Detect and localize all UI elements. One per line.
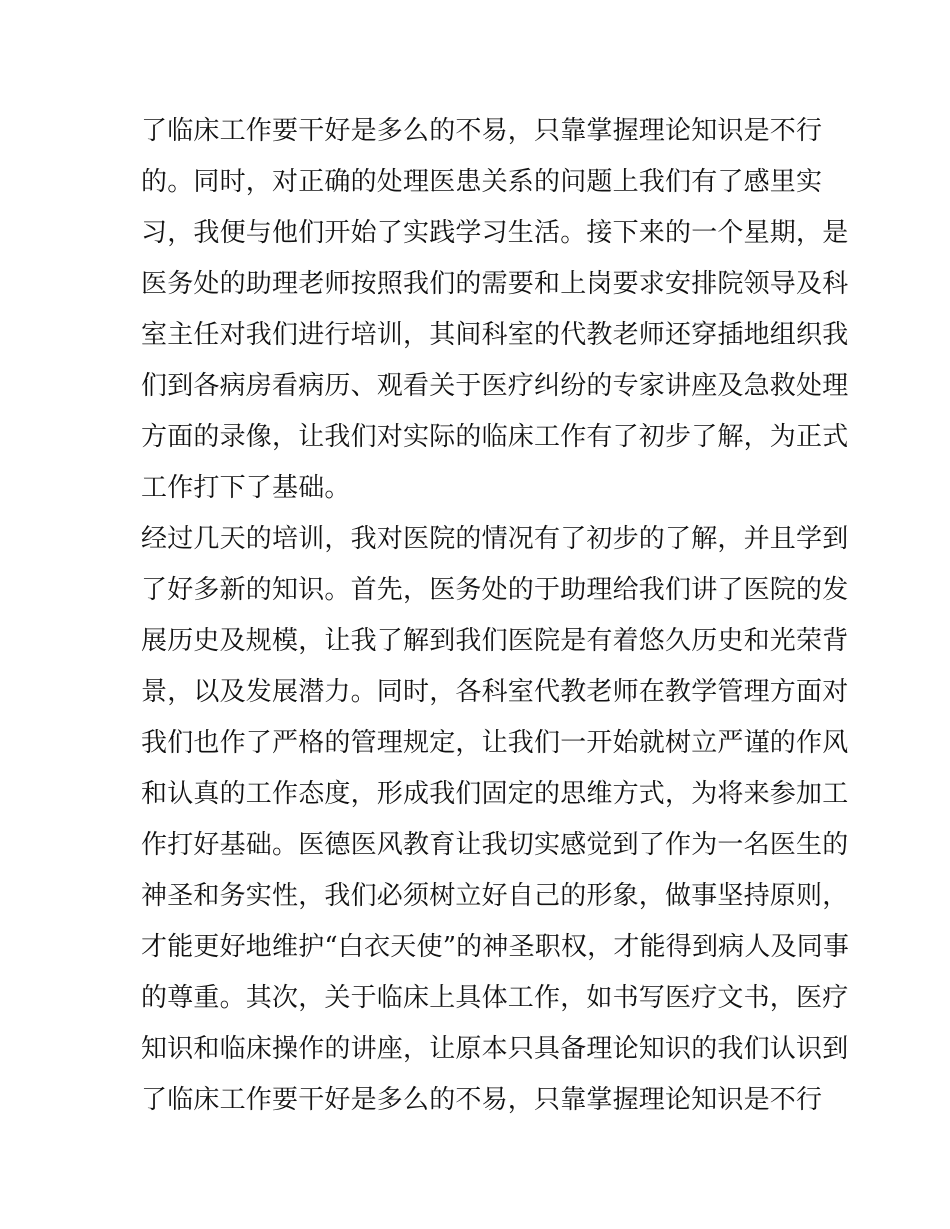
text-line: 经过几天的培训，我对医院的情况有了初步的了解，并且学到 (141, 524, 849, 554)
text-line: 室主任对我们进行培训，其间科室的代教老师还穿插地组织我 (141, 320, 849, 350)
text-line: 我们也作了严格的管理规定，让我们一开始就树立严谨的作风 (141, 728, 849, 758)
text-line: 才能更好地维护“白衣天使”的神圣职权，才能得到病人及同事 (141, 932, 850, 962)
text-line: 们到各病房看病历、观看关于医疗纠纷的专家讲座及急救处理 (141, 371, 849, 401)
text-line: 习，我便与他们开始了实践学习生活。接下来的一个星期，是 (141, 218, 849, 248)
document-body (141, 106, 850, 1126)
text-line: 工作打下了基础。 (141, 473, 351, 503)
text-line: 景，以及发展潜力。同时，各科室代教老师在教学管理方面对 (141, 677, 849, 707)
text-line: 神圣和务实性，我们必须树立好自己的形象，做事坚持原则， (141, 881, 849, 911)
text-line: 展历史及规模，让我了解到我们医院是有着悠久历史和光荣背 (141, 626, 849, 656)
text-line: 知识和临床操作的讲座，让原本只具备理论知识的我们认识到 (141, 1034, 849, 1064)
text-line: 的尊重。其次，关于临床上具体工作，如书写医疗文书，医疗 (141, 983, 849, 1013)
text-line: 方面的录像，让我们对实际的临床工作有了初步了解，为正式 (141, 422, 849, 452)
text-line: 了临床工作要干好是多么的不易，只靠掌握理论知识是不行 (141, 1085, 823, 1115)
text-line: 医务处的助理老师按照我们的需要和上岗要求安排院领导及科 (141, 269, 849, 299)
text-line: 作打好基础。医德医风教育让我切实感觉到了作为一名医生的 (141, 830, 849, 860)
text-line: 了好多新的知识。首先，医务处的于助理给我们讲了医院的发 (141, 575, 849, 605)
text-line: 了临床工作要干好是多么的不易，只靠掌握理论知识是不行 (141, 116, 823, 146)
text-line: 的。同时，对正确的处理医患关系的问题上我们有了感里实 (141, 167, 823, 197)
text-line: 和认真的工作态度，形成我们固定的思维方式，为将来参加工 (141, 779, 849, 809)
